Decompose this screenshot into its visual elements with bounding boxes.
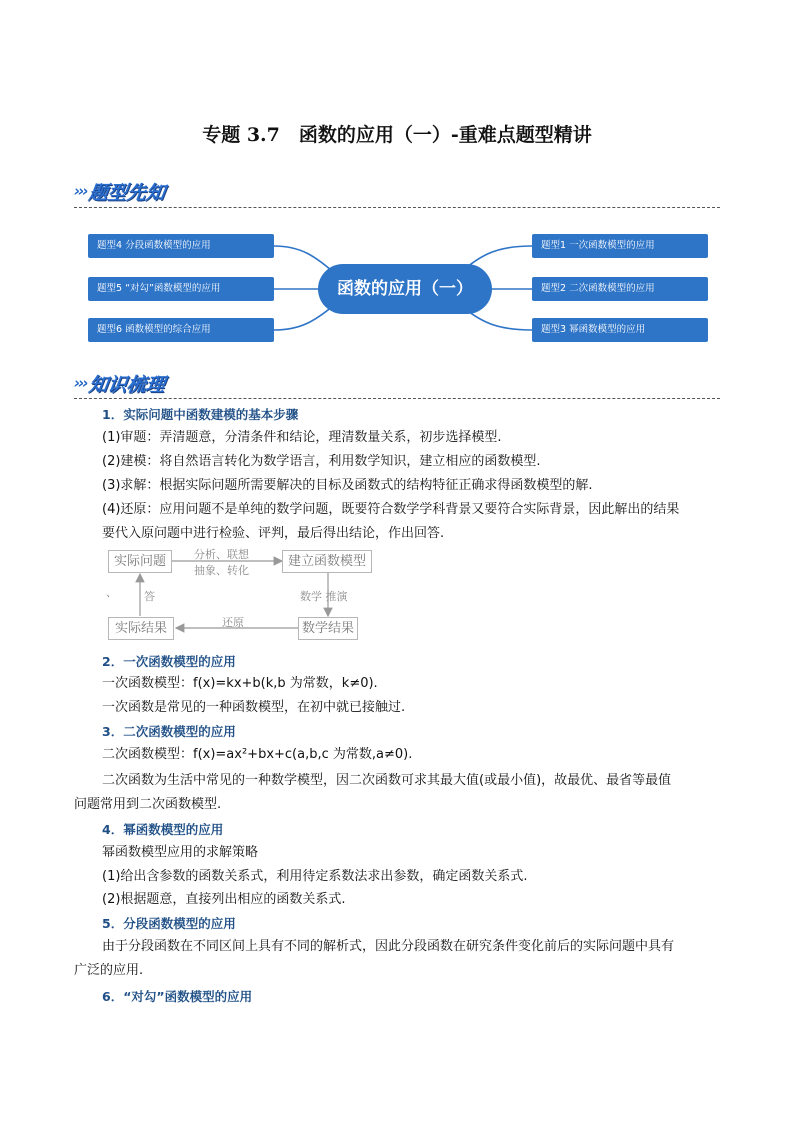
power-model-strategy: 幂函数模型应用的求解策略 — [102, 845, 259, 860]
mindmap-node-right-1: 题型1 一次函数模型的应用 — [532, 234, 708, 258]
linear-model-formula: 一次函数模型：f(x)=kx+b(k,b 为常数，k≠0). — [102, 676, 378, 691]
section-header-knowledge — [74, 368, 165, 398]
piecewise-model-note-continued: 广泛的应用. — [74, 963, 144, 978]
heading-quadratic-model: 3．二次函数模型的应用 — [102, 724, 236, 739]
flow-box-build-model: 建立函数模型 — [282, 550, 372, 573]
linear-model-note: 一次函数是常见的一种函数模型，在初中就已接触过. — [102, 700, 406, 715]
heading-power-model: 4．幂函数模型的应用 — [102, 822, 224, 837]
step-4-continued: 要代入原问题中进行检验、评判，最后得出结论，作出回答. — [102, 526, 445, 541]
flow-note-restore: 还原 — [222, 616, 244, 629]
section-divider — [74, 398, 720, 399]
flow-box-math-result: 数学结果 — [298, 617, 358, 640]
section-label: 知识梳理 — [86, 373, 166, 396]
triple-arrow-icon: ››› — [74, 182, 87, 200]
triple-arrow-icon: ››› — [74, 374, 87, 392]
heading-hook-model: 6．“对勾”函数模型的应用 — [102, 989, 253, 1004]
mindmap-node-right-2: 题型2 二次函数模型的应用 — [532, 277, 708, 301]
step-1: (1)审题：弄清题意，分清条件和结论，理清数量关系，初步选择模型. — [102, 430, 502, 445]
page-title: 专题 3.7 函数的应用（一）-重难点题型精讲 — [202, 124, 592, 146]
flow-note-abstract: 抽象、转化 — [194, 564, 249, 577]
quadratic-model-note-continued: 问题常用到二次函数模型. — [74, 797, 222, 812]
mindmap-center-node: 函数的应用（一） — [318, 264, 492, 314]
step-2: (2)建模：将自然语言转化为数学语言，利用数学知识，建立相应的函数模型. — [102, 454, 541, 469]
step-3: (3)求解：根据实际问题所需要解决的目标及函数式的结构特征正确求得函数模型的解. — [102, 478, 593, 493]
quadratic-model-formula: 二次函数模型：f(x)=ax²+bx+c(a,b,c 为常数,a≠0). — [102, 747, 413, 762]
flow-stray-mark: 、 — [106, 586, 117, 599]
piecewise-model-note: 由于分段函数在不同区间上具有不同的解析式，因此分段函数在研究条件变化前后的实际问题中具有 — [102, 939, 675, 954]
mindmap-node-left-2: 题型5 “对勾”函数模型的应用 — [88, 277, 274, 301]
power-model-step-1: (1)给出含参数的函数关系式，利用待定系数法求出参数，确定函数关系式. — [102, 869, 528, 884]
mindmap-node-left-3: 题型6 函数模型的综合应用 — [88, 318, 274, 342]
step-4: (4)还原：应用问题不是单纯的数学问题，既要符合数学学科背景又要符合实际背景，因此解出的结果 — [102, 502, 680, 517]
heading-modeling-steps: 1．实际问题中函数建模的基本步骤 — [102, 407, 299, 422]
flow-note-analyze: 分析、联想 — [194, 548, 249, 561]
mindmap-node-left-1: 题型4 分段函数模型的应用 — [88, 234, 274, 258]
heading-linear-model: 2．一次函数模型的应用 — [102, 654, 236, 669]
power-model-step-2: (2)根据题意，直接列出相应的函数关系式. — [102, 892, 346, 907]
flow-box-real-problem: 实际问题 — [108, 550, 172, 573]
flow-box-real-result: 实际结果 — [108, 617, 174, 640]
flow-note-answer: 答 — [144, 590, 155, 603]
quadratic-model-note: 二次函数为生活中常见的一种数学模型，因二次函数可求其最大值(或最小值)，故最优、最省等最值 — [102, 773, 672, 788]
heading-piecewise-model: 5．分段函数模型的应用 — [102, 916, 236, 931]
section-label: 题型先知 — [86, 181, 166, 204]
flow-note-derive: 数学 推演 — [300, 590, 348, 603]
mindmap-node-right-3: 题型3 幂函数模型的应用 — [532, 318, 708, 342]
